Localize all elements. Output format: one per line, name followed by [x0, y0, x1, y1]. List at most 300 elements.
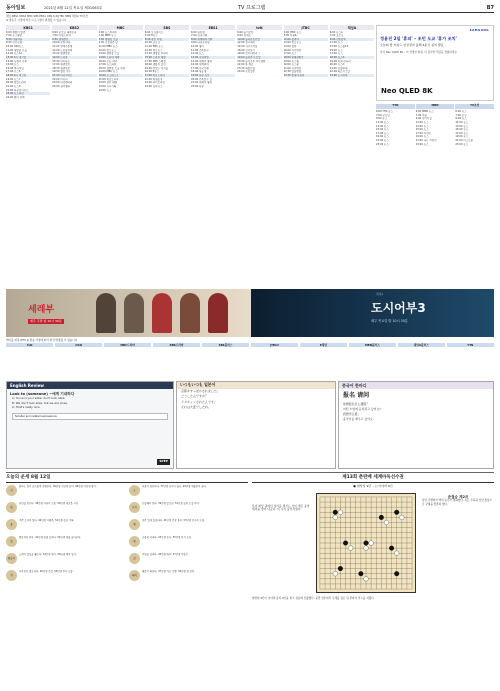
program-item: 8:30 생생정보	[52, 38, 96, 41]
fortune-text: 조용히 지내라. 43년생 휴식. 55년생 문서 조심.	[142, 535, 192, 539]
banner-left-title: 세레부	[28, 305, 55, 315]
program-item: 8:30 아침마당	[6, 38, 50, 41]
program-item: 18:00 생활의 달인	[144, 63, 166, 67]
program-item: 17:00 SBS 스페셜	[144, 59, 166, 63]
program-item: 18:30 생생정보	[52, 66, 70, 70]
banner-right-title: 도시어부3	[371, 301, 426, 315]
iptv-column	[251, 343, 298, 377]
cable-column	[416, 110, 455, 286]
program-item: 10:00 순정시대	[52, 41, 70, 45]
white-stone	[369, 541, 374, 546]
white-stone	[364, 576, 369, 581]
program-item: 23:00 뉴스라인	[6, 92, 50, 95]
iptv-header: JTBC2	[251, 343, 298, 347]
program-item: 16:00 신서유기	[237, 48, 255, 52]
program-item: 9:00 서민갑부	[330, 38, 374, 41]
program-item: 19:00 뉴스	[455, 135, 469, 139]
program-item: 8:00 세계테마기행	[191, 38, 235, 41]
program-item: 16:00 오늘 저녁	[98, 59, 117, 63]
program-item: 17:00 뉴스	[329, 52, 343, 56]
program-item: 21:00 미스트롯	[455, 139, 473, 142]
program-item: 23:00 나이트라인	[144, 81, 165, 85]
program-item: 23:30 배틀트립	[237, 66, 255, 70]
baduk-bottom: 변상일 9단이 이야마 유타 9단을 꺾고 결승에 진출했다. 중반 전투에서 우세를 잡은 뒤 끝까지 리드를 지켰다.	[252, 597, 375, 600]
channel-header: tvN	[237, 25, 281, 30]
program-item: 21:00 목요드라마	[145, 74, 189, 77]
fortune-text: 기쁜 소식이 있다. 40년생 여행운. 52년생 승진 기회.	[19, 518, 75, 522]
zodiac-icon: 개	[6, 570, 17, 581]
tv-schedule-grid	[6, 25, 374, 287]
ad-brand: SAMSUNG	[469, 28, 489, 32]
program-item: 13:00 극한직업	[191, 56, 235, 59]
iptv-header: 채널A플러스	[398, 343, 445, 347]
program-item: 21:00 나는 자연인	[415, 139, 437, 142]
iptv-column	[447, 343, 494, 377]
program-item: 12:00 뉴스12	[6, 52, 23, 56]
channel-header: EBS1	[191, 25, 235, 30]
program-item: 10:00 굿모닝	[144, 41, 160, 45]
white-stone	[364, 546, 369, 551]
white-stone	[394, 551, 399, 556]
english-phrase: Look to (someone) ~에게 기대하다	[10, 392, 75, 396]
program-item: 6:00 뉴스투데이	[98, 30, 117, 34]
fortune-grid	[6, 485, 248, 585]
program-item: 20:00 뉴스룸	[283, 63, 299, 67]
program-item: 12:00 정오뉴스	[98, 48, 117, 52]
program-item: 20:00 뉴스A	[329, 63, 345, 67]
iptv-header: KBS드라마	[153, 343, 200, 347]
banner-right-network: 채널A	[376, 292, 384, 296]
japanese-line: どうしたんですか？	[181, 394, 209, 399]
program-item: 9:00 뉴스	[376, 117, 388, 121]
program-item: 17:00 한국기행	[191, 66, 209, 70]
iptv-schedule	[6, 343, 494, 377]
program-item: 17:00 뉴스외전	[98, 63, 117, 67]
program-item: 20:00 일일드라마	[6, 81, 27, 85]
program-item: 20:00 8뉴스	[144, 70, 160, 74]
program-item: 23:00 뉴스	[415, 142, 429, 146]
english-box: Smaller and related expressions	[12, 413, 168, 420]
banner-left-sub: 매주 주말 밤 10시 30분	[30, 318, 62, 323]
program-item: 18:00 딩동댕	[191, 70, 207, 74]
cable-schedule	[376, 110, 494, 286]
issue-date: 2021년 8월 12일 목요일 제31063호	[44, 6, 103, 10]
program-item: 10:00 놀라운토요일	[237, 38, 281, 41]
program-item: 23:00 뉴스	[455, 142, 469, 146]
iptv-header: tvN	[6, 343, 53, 347]
program-item: 22:00 미디어	[52, 77, 68, 81]
program-item: 10:00 930뉴스	[6, 45, 24, 48]
fortune-item	[6, 536, 125, 551]
program-item: 20:00 뉴스데스크	[99, 74, 143, 77]
chinese-title: 중국어 한마디	[339, 382, 493, 389]
program-item: 13:00 뉴스	[376, 124, 389, 128]
ad-headline: 정용진 2일 '휴피' – 조민 도교 '휴가 조치'	[380, 36, 457, 41]
program-item: 15:30 차이나는	[52, 59, 70, 63]
japanese-title: いつもいつも 일본어	[177, 382, 335, 389]
zodiac-icon: 용	[6, 519, 17, 530]
black-stone	[379, 515, 384, 520]
black-stone	[338, 566, 343, 571]
fortune-text: 주변을 살펴라. 45년생 화목. 57년생 이동수.	[142, 552, 189, 556]
program-item: 14:00 세계의 명화	[191, 59, 212, 63]
program-item: 23:00 다큐	[191, 84, 204, 88]
samsung-ad[interactable]	[376, 25, 494, 101]
program-item: 15:00 뉴스	[455, 128, 469, 132]
iptv-line: 케이블·위성·IPTV ※ 방송 사정에 따라 편성 변경될 수 있습니다	[6, 339, 78, 342]
cable-column	[455, 110, 494, 286]
page-number: B7	[486, 5, 494, 11]
program-item: 16:00 역사저널	[6, 66, 24, 70]
english-line: A: That's really nice.	[12, 405, 41, 410]
program-item: 20:40 슬기로운 의사생활	[237, 59, 266, 63]
white-stone	[348, 546, 353, 551]
program-item: 8:00 유퀴즈	[237, 34, 251, 38]
iptv-header: YTN	[447, 343, 494, 347]
banner-left[interactable]	[6, 289, 251, 337]
program-item: 15:00 뉴스	[329, 48, 343, 52]
fortune-item	[129, 502, 248, 517]
program-item: 16:00 세계테마	[191, 63, 209, 67]
program-item: 10:00 명의	[191, 45, 204, 48]
program-item: 14:00 드라마	[52, 56, 96, 59]
japanese-column	[176, 381, 336, 469]
baduk-right-text	[422, 493, 494, 506]
black-stone	[394, 571, 399, 576]
program-item: 24:00 뉴스	[98, 88, 112, 92]
program-item: 12:00 삼시세끼	[237, 41, 255, 45]
chinese-column	[338, 381, 494, 469]
program-item: 6:00 뉴스	[455, 110, 467, 113]
black-stone	[394, 510, 399, 515]
cast-member	[180, 293, 200, 333]
program-item: 23:00 시사기획	[98, 84, 117, 88]
program-item: 6:00 굿모닝 대한민국	[52, 30, 77, 34]
channel-column	[145, 25, 189, 287]
channel-note: ※ 방송국 사정에 따라 프로그램이 변경될 수 있습니다	[6, 19, 67, 22]
program-item: 11:00 MBC 뉴스	[98, 45, 118, 48]
program-item: 20:00 건축탐구 집	[191, 77, 212, 81]
iptv-header: E채널	[300, 343, 347, 347]
program-item: 15:00 뉴스	[376, 128, 389, 132]
iptv-header: OCN	[55, 343, 102, 347]
cast-member	[208, 293, 228, 333]
zodiac-icon: 말	[6, 536, 17, 547]
white-stone	[333, 571, 338, 576]
program-item: 14:00 사랑의 가족	[6, 59, 27, 63]
iptv-header: MBN플러스	[349, 343, 396, 347]
english-title: English Review	[7, 382, 173, 389]
program-item: 18:00 생방송 오늘 저녁	[98, 66, 125, 70]
program-item: 13:00 뉴스톱10	[329, 45, 349, 48]
program-item: 11:00 SBS 뉴스	[144, 45, 164, 48]
program-item: 11:00 건축탐구	[191, 48, 209, 52]
program-item: 7:00 모닝	[455, 113, 467, 117]
program-item: 10:00 뭉쳐야	[284, 38, 328, 41]
channel-header: SBS	[145, 25, 189, 30]
baduk-players: ● 변상일 9단 – ○ 이야마 9단	[353, 483, 393, 488]
banner-right-sub: 매주 목요일 밤 10시 30분	[371, 319, 408, 323]
channel-line: 채널 KBS1 KBS2 MBC SBS EBS1 OBS tvN JTBC MBN 채널A TV조선	[6, 15, 88, 18]
program-item: 21:00 뉴스9	[6, 84, 21, 88]
program-item: 7:00 아침	[415, 113, 427, 117]
fortune-text: 마음이 평안하다. 37년생 휴식이 필요. 49년생 재물운이 좋다.	[142, 484, 207, 488]
program-item: 14:00 지구오락실	[237, 45, 258, 48]
program-item: 19:00 뉴스7	[6, 77, 21, 81]
program-item: 7:00 한국기행	[191, 34, 208, 38]
channel-column	[52, 25, 96, 287]
black-stone	[333, 510, 338, 515]
cast-member	[152, 293, 172, 333]
program-item: 17:00 생생정보	[52, 63, 70, 67]
program-item: 21:00 미니시리즈	[52, 74, 96, 77]
cast-photo	[96, 293, 228, 333]
channel-header: 채널A	[330, 25, 374, 30]
program-item: 19:50 빨강 구두	[52, 70, 71, 74]
program-item: 23:00 도시어부	[330, 74, 374, 77]
program-item: 21:00 목요드라마	[98, 77, 119, 81]
program-item: 16:00 사건반장	[283, 48, 302, 52]
zodiac-icon: 양	[129, 536, 140, 547]
fortune-title: 오늘의 운세 8월 12일	[6, 475, 248, 483]
program-item: 21:00 사건반장	[283, 66, 302, 70]
program-item: 24:00 밤의 연예	[6, 95, 25, 99]
program-item: 22:00 유 퀴즈	[237, 63, 254, 67]
zodiac-icon: 토끼	[129, 502, 140, 513]
program-item: 6:00 JTBC 뉴스	[283, 30, 302, 34]
channel-header: KBS1	[6, 25, 50, 30]
cast-member	[124, 293, 144, 333]
channel-column	[6, 25, 50, 287]
baduk-round: 준결승 제2국	[447, 495, 469, 499]
fortune-text: 노력이 결실을 맺는다. 44년생 경사. 56년생 계약 성사.	[19, 552, 77, 556]
program-item: 11:00 연예가중계	[52, 45, 73, 48]
program-item: 12:00 뉴스	[191, 52, 204, 56]
program-item: 11:00 생방송 오늘	[6, 48, 27, 52]
iptv-header: SBS플러스	[202, 343, 249, 347]
program-item: 23:00 다큐멘터리	[52, 81, 73, 85]
program-item: 17:00 뉴스	[283, 52, 297, 56]
baduk-title: 제13회 춘란배 세계바둑선수권	[252, 475, 494, 483]
white-stone	[399, 515, 404, 520]
iptv-column	[104, 343, 151, 377]
fortune-text: 원하는 일이 순조롭게 진행된다. 36년생 건강에 유의. 48년생 가정에 경사.	[19, 484, 97, 488]
zodiac-icon: 범	[6, 502, 17, 513]
program-item: 13:00 생방송 투데이	[144, 52, 169, 56]
program-item: 15:00 드라마 재방	[145, 56, 189, 59]
program-item: 13:00 뉴스	[455, 124, 469, 128]
cable-header: MBN	[416, 104, 455, 109]
fortune-item	[6, 519, 125, 534]
program-item: 12:00 도쿄올림픽	[52, 48, 73, 52]
go-board	[316, 493, 416, 593]
channel-header: MBC	[99, 25, 143, 30]
divider	[6, 472, 494, 473]
iptv-column	[6, 343, 53, 377]
program-item: 22:00 검은 태양	[98, 81, 117, 85]
program-item: 9:30 인간극장	[6, 41, 23, 45]
program-item: 6:00 뉴스A	[329, 30, 343, 34]
program-item: 22:00 평생동지	[144, 77, 163, 81]
cast-member	[96, 293, 116, 333]
program-item: 11:00 뉴스	[415, 120, 429, 124]
fortune-text: 활동적인 하루. 42년생 외출 길하다. 54년생 재물 들어온다.	[19, 535, 82, 539]
program-item: 22:00 하트시그널	[329, 70, 350, 74]
iptv-column	[349, 343, 396, 377]
program-item: 18:00 전체관람가	[284, 56, 328, 59]
program-item: 24:00 심야뉴스	[144, 84, 163, 88]
program-item: 8:30 생방송 오늘	[99, 38, 143, 41]
fortune-item	[6, 570, 125, 585]
program-item: 7:00 굿모닝	[376, 113, 390, 117]
zodiac-icon: 소	[129, 485, 140, 496]
zodiac-icon: 닭	[129, 553, 140, 564]
program-item: 6:00 딩동댕	[191, 30, 205, 34]
program-item: 19:00 MBC 뉴스	[98, 70, 118, 74]
program-item: 11:00 뉴스	[455, 120, 469, 124]
channel-column	[284, 25, 328, 287]
fortune-item	[129, 570, 248, 585]
program-item: 17:00 뉴스5	[6, 70, 21, 74]
program-item: 19:00 뉴스	[376, 135, 389, 139]
program-item: 7:00 8뉴스	[144, 34, 158, 38]
program-item: 12:00 정오뉴스	[144, 48, 163, 52]
zodiac-icon: 쥐	[6, 485, 17, 496]
fortune-item	[129, 485, 248, 500]
baduk-column	[252, 475, 494, 687]
program-item: 24:00 심야영화	[52, 84, 70, 88]
baduk-commentary: 흑이 좌상 귀에서 실리를 챙기는 사이 백은 중앙 세력을 쌓아 나갔다. 이 수가 승부처였다.	[252, 504, 310, 512]
cable-headers	[376, 104, 494, 109]
program-item: 19:00 다큐 시선	[191, 74, 235, 77]
program-item: 21:00 세계의 명화	[191, 81, 212, 85]
iptv-header: MBC드라마	[104, 343, 151, 347]
zodiac-icon: 돼지	[129, 570, 140, 581]
program-item: 8:00 아침&	[283, 34, 297, 38]
cable-header: YTN	[376, 104, 415, 109]
chinese-line: 你想报名什么课程？	[343, 401, 370, 406]
program-item: 22:00 다큐인사이트	[6, 88, 29, 92]
japanese-line: ドタキャンされたんです。	[181, 399, 217, 404]
program-item: 9:00 뉴스	[455, 117, 467, 121]
black-stone	[343, 541, 348, 546]
black-stone	[364, 541, 369, 546]
program-banner	[6, 289, 494, 337]
program-item: 13:00 생생정보	[52, 52, 70, 56]
program-item: 24:00 수요일은	[237, 70, 255, 74]
program-item: 18:00 코미디빅리그	[237, 52, 260, 56]
program-item: 14:00 썰전	[283, 45, 297, 48]
channel-column	[330, 25, 374, 287]
program-item: 6:00 슬기로운	[237, 30, 254, 34]
cable-column	[376, 110, 415, 286]
english-line: A: You and your sister don't look alike.	[12, 396, 66, 401]
fortune-item	[6, 502, 125, 517]
black-stone	[389, 546, 394, 551]
program-item: 11:00 뉴스	[376, 120, 389, 124]
iptv-column	[300, 343, 347, 377]
channel-header: KBS2	[52, 25, 96, 30]
iptv-column	[153, 343, 200, 377]
channel-header: JTBC	[284, 25, 328, 30]
program-item: 17:00 뉴스	[376, 131, 389, 135]
iptv-column	[55, 343, 102, 377]
program-item: 17:00 뉴스	[455, 131, 469, 135]
ad-product: Neo QLED 8K	[381, 87, 433, 96]
program-item: 19:00 뉴스	[415, 135, 429, 139]
ad-body: 삼성 Neo QLED 8K – 더 선명한 화질, 더 풍부한 색감을 경험하세요	[380, 51, 457, 54]
white-stone	[338, 510, 343, 515]
program-item: 13:00 6시 내고향	[6, 56, 50, 59]
program-item: 6:00 생활의 발견	[6, 30, 26, 34]
japanese-line: それは大変でしたね。	[181, 404, 212, 409]
english-review	[6, 381, 174, 469]
program-item: 21:00 강철부대	[329, 66, 348, 70]
fortune-text: 작은 일에 집중하라. 41년생 건강 유의. 53년생 친구의 도움.	[142, 518, 205, 522]
baduk-right-body: 실전 진행에서 백의 응수가 정확했다. 흑은 우하귀 삼삼 침입으로 균형을 맞추려 했다.	[422, 499, 493, 506]
fortune-item	[129, 536, 248, 551]
program-item: 18:00 6시 내고향	[6, 74, 50, 77]
paper-name: 동아일보	[6, 5, 26, 11]
iptv-column	[398, 343, 445, 377]
iptv-column	[202, 343, 249, 377]
program-item: 12:00 정오뉴스	[283, 41, 302, 45]
program-item: 8:30 좋은 아침	[145, 38, 189, 41]
program-item: 19:00 놀라운 토요일	[237, 56, 281, 59]
program-item: 7:00 뉴스광장	[6, 34, 23, 38]
program-item: 19:00 뉴스룸	[283, 59, 299, 63]
english-line: B: We don't look alike, but we are close.	[12, 400, 68, 405]
white-stone	[333, 515, 338, 520]
program-item: 13:00 뉴스	[415, 124, 429, 128]
program-item: 6:00 MBN 뉴스	[415, 110, 434, 113]
program-item: 23:30 뭉쳐야 찬다	[284, 74, 328, 77]
program-item: 9:30 기분좋은 날	[98, 41, 118, 45]
program-item: 6:00 YTN 뉴스	[376, 110, 393, 113]
program-item: 22:30 알쓸범잡	[283, 70, 302, 74]
program-item: 19:00 이제 만나러	[329, 59, 351, 63]
channel-column	[191, 25, 235, 287]
fortune-item	[129, 553, 248, 568]
program-item: 11:00 뉴스	[329, 41, 343, 45]
fortune-text: 꾸준함이 필요하다. 46년생 건강. 58년생 투자 신중.	[19, 569, 74, 573]
chinese-line: 어떤 수업에 등록하고 싶어요?	[343, 406, 381, 411]
fortune-item	[6, 485, 125, 500]
channel-column	[99, 25, 143, 287]
fortune-text: 행운이 따른다. 47년생 자손 기쁨. 59년생 새 인연.	[142, 569, 195, 573]
fortune-item	[6, 553, 125, 568]
fortune-item	[129, 519, 248, 534]
chinese-line: 我想学汉语。	[343, 411, 361, 416]
zodiac-icon: 뱀	[129, 519, 140, 530]
section-title: TV 프로그램	[238, 5, 266, 11]
program-item: 7:00 굿모닝	[329, 34, 344, 38]
chinese-big: 报名 请问	[343, 392, 370, 399]
program-item: 14:00 드라마 재방	[99, 56, 143, 59]
program-item: 19:00 맛있는 녀석들	[144, 66, 169, 70]
spep-logo: SPEP	[159, 459, 168, 464]
channel-column	[237, 25, 281, 287]
japanese-line: 京都をすっぽかされました。	[181, 389, 220, 394]
program-item: 17:00 자연인	[415, 131, 431, 135]
program-item: 9:00 천기누설	[415, 117, 432, 121]
banner-right[interactable]	[251, 289, 494, 337]
white-stone	[384, 520, 389, 525]
ad-sub: 오늘의 핫 키워드 삼성전자 올해 2분기 실적 발표	[380, 43, 444, 48]
program-item: 9:00 다큐프라임	[191, 41, 210, 45]
daily-fortune	[6, 475, 248, 687]
program-item: 18:00 뉴스A	[330, 56, 374, 59]
